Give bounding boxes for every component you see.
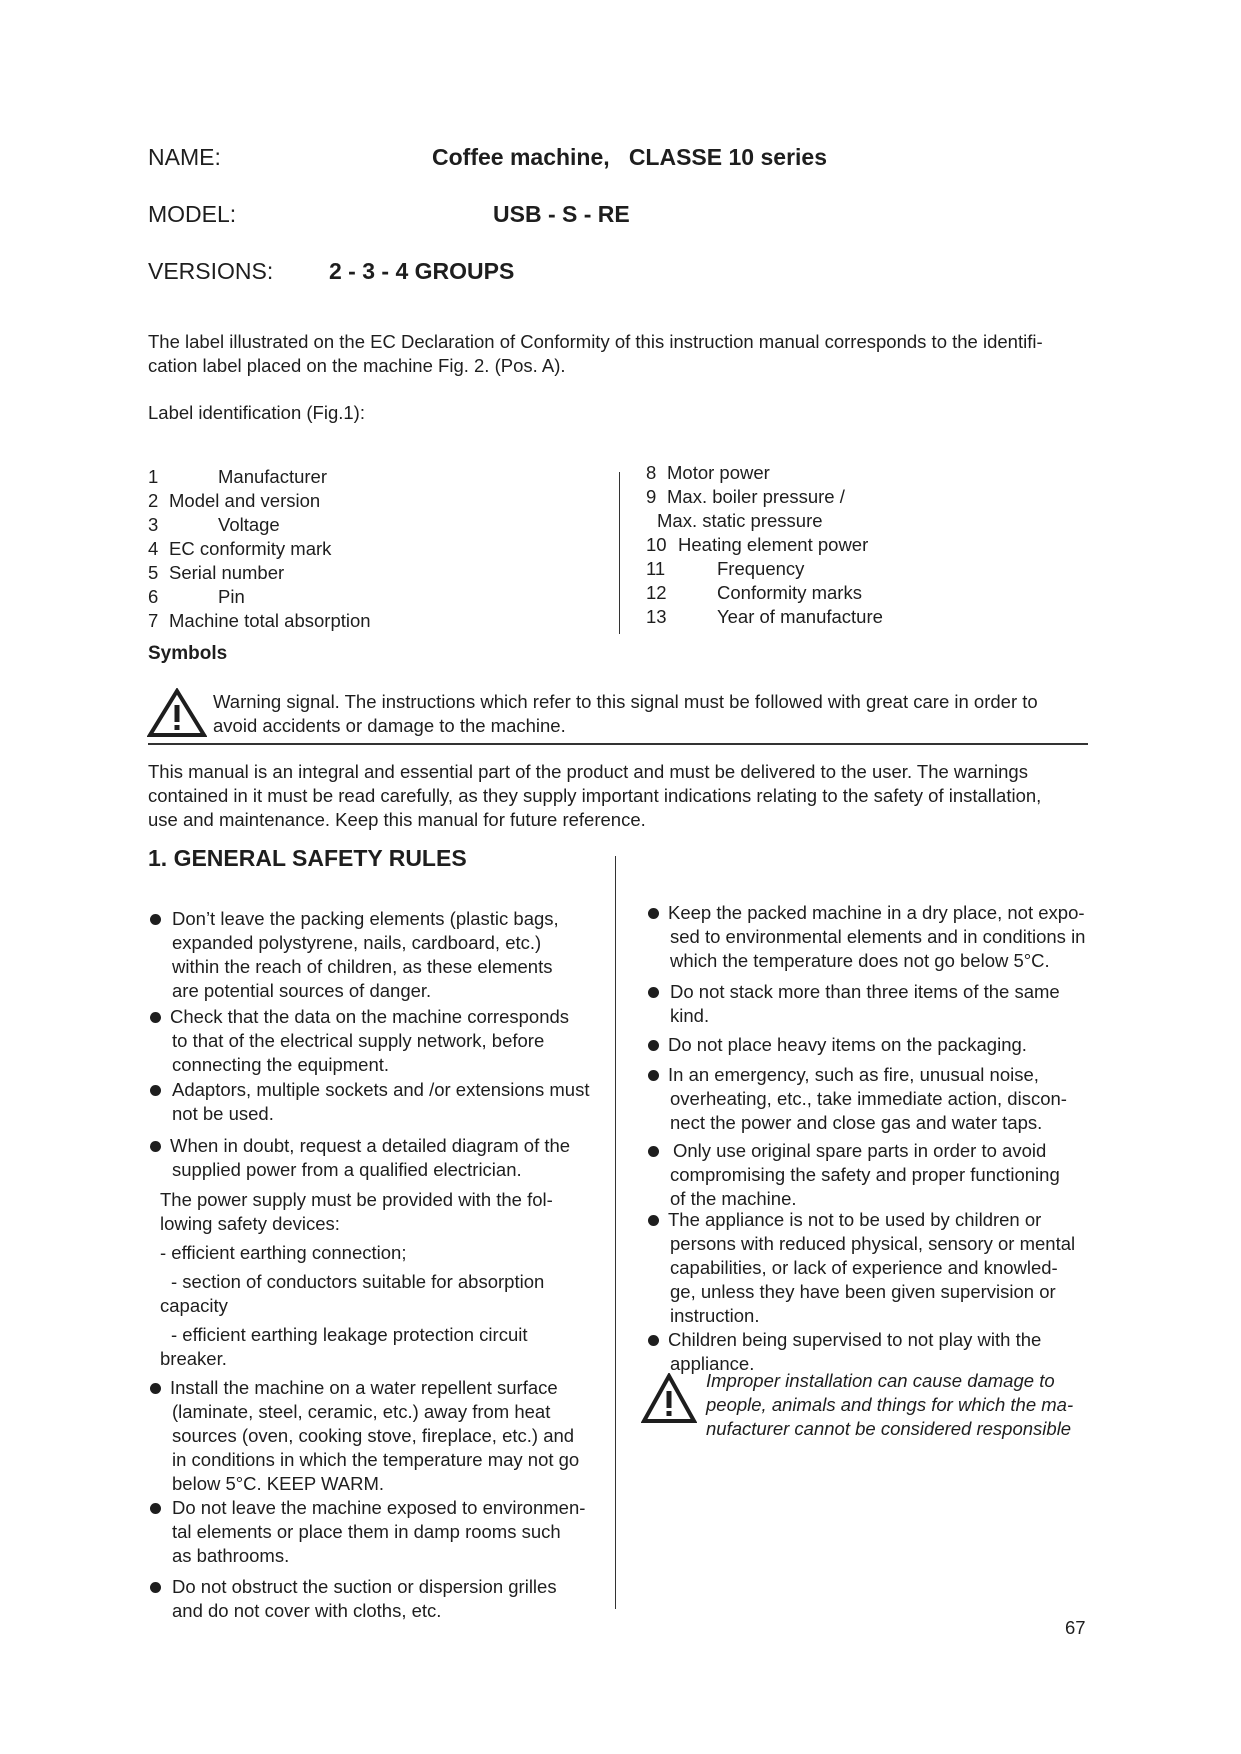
bullet-line: as bathrooms.	[172, 1545, 290, 1566]
label-item-text: Max. boiler pressure /	[667, 486, 845, 507]
paragraph-line: capacity	[160, 1295, 228, 1316]
label-item-text: Heating element power	[678, 534, 869, 555]
bullet-line: Don’t leave the packing elements (plastic bags,	[172, 908, 559, 929]
label-identification: Label identification (Fig.1):	[148, 402, 365, 423]
bullet-line: Do not obstruct the suction or dispersion grilles	[172, 1576, 557, 1597]
manual-note-line: use and maintenance. Keep this manual for future reference.	[148, 809, 646, 830]
bullet-line: expanded polystyrene, nails, cardboard, etc.)	[172, 932, 542, 953]
paragraph-line: - efficient earthing leakage protection circuit	[171, 1324, 528, 1345]
warning-line: people, animals and things for which the ma-	[706, 1394, 1074, 1415]
bullet-line: Install the machine on a water repellent surface	[170, 1377, 558, 1398]
bullet-line: persons with reduced physical, sensory or mental	[670, 1233, 1076, 1254]
bullet-line: tal elements or place them in damp rooms such	[172, 1521, 561, 1542]
bullet-line: compromising the safety and proper functioning	[670, 1164, 1060, 1185]
bullet-dot-icon	[150, 1012, 161, 1023]
bullet-item	[648, 901, 1108, 973]
versions-label: VERSIONS:	[148, 258, 274, 284]
label-item-text: Voltage	[218, 514, 280, 535]
bullet-line: within the reach of children, as these elements	[172, 956, 553, 977]
label-item-number: 8	[646, 462, 657, 483]
label-item-text: Max. static pressure	[657, 510, 823, 531]
bullet-item	[648, 980, 1108, 1028]
paragraph-line: - section of conductors suitable for absorption	[171, 1271, 545, 1292]
paragraph	[160, 1323, 528, 1371]
bullet-line: supplied power from a qualified electrician.	[172, 1159, 522, 1180]
label-item-number: 2	[148, 490, 159, 511]
bullet-item	[150, 1575, 610, 1623]
warning-line: Warning signal. The instructions which refer to this signal must be followed with great care in order to	[213, 691, 1038, 712]
label-item-text: Model and version	[169, 490, 321, 511]
label-item-text: Manufacturer	[218, 466, 327, 487]
label-item-number: 13	[646, 606, 667, 627]
horizontal-rule	[148, 743, 1088, 745]
label-item-number: 3	[148, 514, 159, 535]
bullet-line: to that of the electrical supply network, before	[172, 1030, 545, 1051]
bullet-dot-icon	[648, 987, 659, 998]
label-item	[148, 561, 608, 585]
bullet-line: Check that the data on the machine corresponds	[170, 1006, 570, 1027]
label-item-number: 7	[148, 610, 159, 631]
label-item	[646, 461, 1106, 485]
paragraph	[160, 1270, 545, 1318]
bullet-line: Do not stack more than three items of the same	[670, 981, 1060, 1002]
paragraph	[160, 1188, 553, 1236]
bullet-line: Adaptors, multiple sockets and /or extensions must	[172, 1079, 590, 1100]
intro-paragraph	[148, 330, 1098, 378]
intro-line: cation label placed on the machine Fig. 2. (Pos. A).	[148, 355, 566, 376]
versions-value: 2 - 3 - 4 GROUPS	[329, 258, 515, 284]
bullet-line: which the temperature does not go below 5°C.	[670, 950, 1050, 971]
bullet-line: are potential sources of danger.	[172, 980, 432, 1001]
bullet-line: capabilities, or lack of experience and knowled-	[670, 1257, 1058, 1278]
intro-line: The label illustrated on the EC Declaration of Conformity of this instruction manual corresponds to the identifi-	[148, 331, 1043, 352]
bullet-line: of the machine.	[670, 1188, 797, 1209]
bullet-line: Children being supervised to not play with the	[668, 1329, 1042, 1350]
bullet-dot-icon	[648, 1040, 659, 1051]
label-item	[646, 485, 1106, 509]
bullet-dot-icon	[648, 1215, 659, 1226]
warning-line: avoid accidents or damage to the machine.	[213, 715, 566, 736]
paragraph-line: lowing safety devices:	[160, 1213, 340, 1234]
bullet-dot-icon	[648, 1335, 659, 1346]
bullet-line: nect the power and close gas and water taps.	[670, 1112, 1043, 1133]
manual-note-line: This manual is an integral and essential part of the product and must be delivered to the user. The warnings	[148, 761, 1028, 782]
label-item-text: Pin	[218, 586, 245, 607]
bullet-line: below 5°C. KEEP WARM.	[172, 1473, 384, 1494]
bullet-dot-icon	[150, 914, 161, 925]
bullet-line: The appliance is not to be used by children or	[668, 1209, 1042, 1230]
bullet-line: kind.	[670, 1005, 710, 1026]
label-item-text: Conformity marks	[717, 582, 862, 603]
bullet-line: not be used.	[172, 1103, 274, 1124]
bullet-line: Do not leave the machine exposed to environmen-	[172, 1497, 586, 1518]
label-item-text: EC conformity mark	[169, 538, 332, 559]
label-item-number: 10	[646, 534, 667, 555]
bullet-line: and do not cover with cloths, etc.	[172, 1600, 442, 1621]
bullet-item	[150, 907, 610, 1003]
label-item-number: 6	[148, 586, 159, 607]
label-item-number: 12	[646, 582, 667, 603]
warning-line: nufacturer cannot be considered responsible	[706, 1418, 1072, 1439]
label-item-text: Motor power	[667, 462, 770, 483]
label-item-number: 11	[646, 558, 666, 579]
bullet-item	[648, 1139, 1108, 1211]
label-item-text: Machine total absorption	[169, 610, 371, 631]
label-item-number: 4	[148, 538, 159, 559]
label-item-text: Serial number	[169, 562, 285, 583]
bullet-line: Only use original spare parts in order to avoid	[673, 1140, 1047, 1161]
model-label: MODEL:	[148, 201, 237, 227]
bullet-line: ge, unless they have been given supervision or	[670, 1281, 1056, 1302]
label-item	[646, 581, 1106, 605]
label-item	[646, 509, 1106, 533]
label-item	[148, 513, 608, 537]
label-item	[148, 465, 608, 489]
manual-note-line: contained in it must be read carefully, as they supply important indications relating to the safety of installation,	[148, 785, 1042, 806]
bullet-item	[150, 1078, 610, 1126]
label-item	[646, 557, 1106, 581]
bullet-line: Do not place heavy items on the packaging.	[668, 1034, 1027, 1055]
label-item-text: Frequency	[717, 558, 805, 579]
warning-text	[213, 690, 1113, 738]
bullet-dot-icon	[150, 1582, 161, 1593]
symbols-title: Symbols	[148, 643, 228, 664]
bullet-item	[150, 1134, 610, 1182]
warning-triangle-icon	[147, 688, 207, 738]
page-number: 67	[1065, 1617, 1086, 1638]
label-item	[148, 585, 608, 609]
label-item	[148, 537, 608, 561]
label-item-text: Year of manufacture	[717, 606, 883, 627]
label-items-left	[148, 465, 608, 633]
column-divider	[619, 472, 620, 634]
label-item	[646, 533, 1106, 557]
name-label: NAME:	[148, 144, 221, 170]
label-item-number: 9	[646, 486, 657, 507]
section-title: 1. GENERAL SAFETY RULES	[148, 845, 467, 871]
label-items-right	[646, 461, 1106, 629]
bullet-item	[648, 1033, 1108, 1057]
name-value: Coffee machine, CLASSE 10 series	[432, 144, 827, 170]
bullet-line: in conditions in which the temperature may not go	[172, 1449, 580, 1470]
bullet-line: instruction.	[670, 1305, 760, 1326]
bullet-dot-icon	[150, 1085, 161, 1096]
bullet-line: connecting the equipment.	[172, 1054, 390, 1075]
label-item	[646, 605, 1106, 629]
bullet-dot-icon	[150, 1383, 161, 1394]
bullet-dot-icon	[150, 1141, 161, 1152]
bullet-item	[150, 1005, 610, 1077]
bullet-dot-icon	[150, 1503, 161, 1514]
label-item	[148, 609, 608, 633]
manual-note	[148, 760, 1098, 832]
warning-line: Improper installation can cause damage to	[706, 1370, 1055, 1391]
bullet-line: appliance.	[670, 1353, 755, 1374]
bullet-line: sources (oven, cooking stove, fireplace, etc.) and	[172, 1425, 575, 1446]
bullet-line: (laminate, steel, ceramic, etc.) away from heat	[172, 1401, 551, 1422]
column-divider	[615, 856, 616, 1609]
model-value: USB - S - RE	[493, 201, 630, 227]
paragraph-line: breaker.	[160, 1348, 227, 1369]
bullet-dot-icon	[648, 908, 659, 919]
bullet-dot-icon	[648, 1146, 659, 1157]
warning-triangle-icon	[641, 1373, 697, 1425]
bullet-line: sed to environmental elements and in conditions in	[670, 926, 1086, 947]
improper-installation-warning	[706, 1369, 1106, 1441]
bullet-item	[150, 1376, 610, 1496]
paragraph: - efficient earthing connection;	[160, 1242, 407, 1263]
bullet-item	[150, 1496, 610, 1568]
bullet-line: When in doubt, request a detailed diagram of the	[170, 1135, 571, 1156]
bullet-item	[648, 1063, 1108, 1135]
label-item	[148, 489, 608, 513]
bullet-line: Keep the packed machine in a dry place, not expo-	[668, 902, 1085, 923]
bullet-dot-icon	[648, 1070, 659, 1081]
bullet-item	[648, 1208, 1108, 1328]
bullet-line: In an emergency, such as fire, unusual noise,	[668, 1064, 1039, 1085]
label-item-number: 5	[148, 562, 159, 583]
bullet-line: overheating, etc., take immediate action, discon-	[670, 1088, 1067, 1109]
label-item-number: 1	[148, 466, 159, 487]
paragraph-line: The power supply must be provided with the fol-	[160, 1189, 553, 1210]
